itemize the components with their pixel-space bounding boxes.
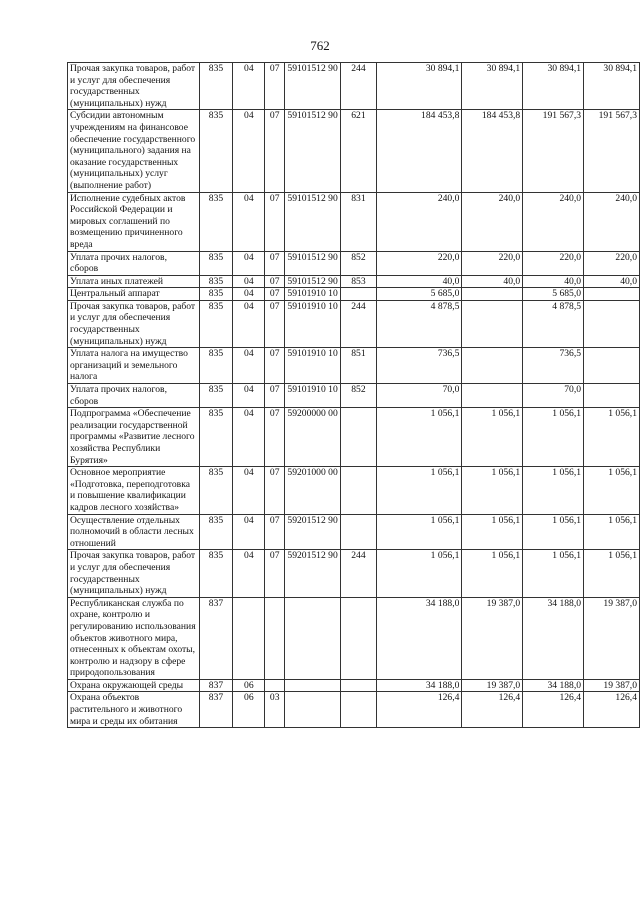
- amount-col-1: 220,0: [376, 251, 462, 275]
- amount-col-4: 1 056,1: [584, 467, 640, 514]
- target-article-code: 59101910 10: [285, 300, 341, 347]
- amount-col-4: 19 387,0: [584, 679, 640, 692]
- target-article-code: 59101910 10: [285, 348, 341, 384]
- grbs-code: 835: [199, 288, 233, 301]
- table-row: [68, 192, 640, 251]
- target-article-code: 59200000 00: [285, 408, 341, 467]
- grbs-code: 835: [199, 467, 233, 514]
- amount-col-2: 40,0: [462, 275, 523, 288]
- row-name: Уплата прочих налогов, сборов: [68, 384, 200, 408]
- amount-col-3: 240,0: [523, 192, 584, 251]
- amount-col-1: 4 878,5: [376, 300, 462, 347]
- grbs-code: 835: [199, 300, 233, 347]
- amount-col-1: 184 453,8: [376, 110, 462, 192]
- row-name: Подпрограмма «Обеспечение реализации государственной программы «Развитие лесного хозяйства Республики Бурятия»: [68, 408, 200, 467]
- table-row: [68, 408, 640, 467]
- row-name: Осуществление отдельных полномочий в области лесных отношений: [68, 514, 200, 550]
- section-code: 06: [233, 679, 265, 692]
- section-code: 06: [233, 692, 265, 728]
- subsection-code: 07: [265, 275, 285, 288]
- amount-col-3: 1 056,1: [523, 467, 584, 514]
- row-name: Субсидии автономным учреждениям на финансовое обеспечение государственного (муниципального) задания на оказание государственных (муниципальных) услуг (выполнение работ): [68, 110, 200, 192]
- section-code: 04: [233, 467, 265, 514]
- subsection-code: [265, 679, 285, 692]
- table-row: [68, 679, 640, 692]
- section-code: 04: [233, 288, 265, 301]
- amount-col-2: [462, 300, 523, 347]
- target-article-code: 59101910 10: [285, 384, 341, 408]
- grbs-code: 835: [199, 550, 233, 597]
- table-row: [68, 251, 640, 275]
- page-number: 762: [310, 38, 330, 53]
- subsection-code: 07: [265, 288, 285, 301]
- amount-col-2: [462, 384, 523, 408]
- amount-col-3: 5 685,0: [523, 288, 584, 301]
- expense-type-code: 852: [341, 251, 377, 275]
- budget-table-body: [68, 63, 640, 728]
- grbs-code: 835: [199, 63, 233, 110]
- amount-col-1: 1 056,1: [376, 408, 462, 467]
- amount-col-4: [584, 288, 640, 301]
- grbs-code: 835: [199, 275, 233, 288]
- target-article-code: 59101512 90: [285, 63, 341, 110]
- amount-col-4: 126,4: [584, 692, 640, 728]
- amount-col-4: 1 056,1: [584, 408, 640, 467]
- amount-col-3: 191 567,3: [523, 110, 584, 192]
- subsection-code: 07: [265, 192, 285, 251]
- grbs-code: 835: [199, 514, 233, 550]
- row-name: Прочая закупка товаров, работ и услуг для обеспечения государственных (муниципальных) нужд: [68, 550, 200, 597]
- section-code: 04: [233, 300, 265, 347]
- amount-col-3: 1 056,1: [523, 408, 584, 467]
- amount-col-4: [584, 348, 640, 384]
- target-article-code: 59101910 10: [285, 288, 341, 301]
- subsection-code: 07: [265, 467, 285, 514]
- subsection-code: 07: [265, 384, 285, 408]
- table-row: [68, 348, 640, 384]
- amount-col-3: 220,0: [523, 251, 584, 275]
- target-article-code: 59201000 00: [285, 467, 341, 514]
- subsection-code: 03: [265, 692, 285, 728]
- amount-col-2: 1 056,1: [462, 514, 523, 550]
- expense-type-code: [341, 692, 377, 728]
- amount-col-4: [584, 384, 640, 408]
- amount-col-2: 30 894,1: [462, 63, 523, 110]
- expense-type-code: 852: [341, 384, 377, 408]
- expense-type-code: 621: [341, 110, 377, 192]
- section-code: 04: [233, 550, 265, 597]
- amount-col-1: 40,0: [376, 275, 462, 288]
- row-name: Охрана окружающей среды: [68, 679, 200, 692]
- amount-col-2: 19 387,0: [462, 679, 523, 692]
- expense-type-code: [341, 467, 377, 514]
- grbs-code: 835: [199, 192, 233, 251]
- section-code: 04: [233, 192, 265, 251]
- section-code: 04: [233, 514, 265, 550]
- target-article-code: [285, 692, 341, 728]
- grbs-code: 835: [199, 110, 233, 192]
- amount-col-1: 30 894,1: [376, 63, 462, 110]
- amount-col-1: 1 056,1: [376, 514, 462, 550]
- amount-col-3: 70,0: [523, 384, 584, 408]
- row-name: Уплата иных платежей: [68, 275, 200, 288]
- expense-type-code: [341, 597, 377, 679]
- amount-col-4: [584, 300, 640, 347]
- expense-type-code: [341, 288, 377, 301]
- subsection-code: 07: [265, 110, 285, 192]
- subsection-code: 07: [265, 514, 285, 550]
- expense-type-code: [341, 408, 377, 467]
- subsection-code: 07: [265, 408, 285, 467]
- row-name: Уплата прочих налогов, сборов: [68, 251, 200, 275]
- amount-col-3: 40,0: [523, 275, 584, 288]
- grbs-code: 837: [199, 597, 233, 679]
- expense-type-code: [341, 679, 377, 692]
- amount-col-2: 220,0: [462, 251, 523, 275]
- amount-col-4: 30 894,1: [584, 63, 640, 110]
- table-row: [68, 110, 640, 192]
- table-row: [68, 467, 640, 514]
- row-name: Охрана объектов растительного и животного мира и среды их обитания: [68, 692, 200, 728]
- section-code: 04: [233, 384, 265, 408]
- amount-col-4: 240,0: [584, 192, 640, 251]
- amount-col-4: 220,0: [584, 251, 640, 275]
- section-code: 04: [233, 275, 265, 288]
- target-article-code: 59101512 90: [285, 110, 341, 192]
- target-article-code: 59201512 90: [285, 514, 341, 550]
- amount-col-2: 240,0: [462, 192, 523, 251]
- amount-col-2: 184 453,8: [462, 110, 523, 192]
- table-row: [68, 692, 640, 728]
- amount-col-3: 736,5: [523, 348, 584, 384]
- subsection-code: 07: [265, 251, 285, 275]
- subsection-code: [265, 597, 285, 679]
- expense-type-code: 244: [341, 550, 377, 597]
- amount-col-3: 126,4: [523, 692, 584, 728]
- amount-col-3: 34 188,0: [523, 679, 584, 692]
- amount-col-1: 736,5: [376, 348, 462, 384]
- table-row: [68, 288, 640, 301]
- row-name: Основное мероприятие «Подготовка, переподготовка и повышение квалификации кадров лесного хозяйства»: [68, 467, 200, 514]
- subsection-code: 07: [265, 550, 285, 597]
- target-article-code: 59201512 90: [285, 550, 341, 597]
- amount-col-1: 1 056,1: [376, 550, 462, 597]
- section-code: 04: [233, 348, 265, 384]
- amount-col-3: 30 894,1: [523, 63, 584, 110]
- amount-col-1: 5 685,0: [376, 288, 462, 301]
- table-row: [68, 300, 640, 347]
- grbs-code: 837: [199, 692, 233, 728]
- table-row: [68, 63, 640, 110]
- section-code: 04: [233, 63, 265, 110]
- section-code: 04: [233, 408, 265, 467]
- amount-col-2: [462, 348, 523, 384]
- amount-col-1: 70,0: [376, 384, 462, 408]
- amount-col-4: 19 387,0: [584, 597, 640, 679]
- amount-col-4: 1 056,1: [584, 550, 640, 597]
- row-name: Центральный аппарат: [68, 288, 200, 301]
- table-row: [68, 275, 640, 288]
- subsection-code: 07: [265, 348, 285, 384]
- target-article-code: 59101512 90: [285, 192, 341, 251]
- grbs-code: 837: [199, 679, 233, 692]
- amount-col-1: 126,4: [376, 692, 462, 728]
- amount-col-1: 240,0: [376, 192, 462, 251]
- amount-col-3: 1 056,1: [523, 514, 584, 550]
- section-code: 04: [233, 251, 265, 275]
- subsection-code: 07: [265, 300, 285, 347]
- expense-type-code: 244: [341, 63, 377, 110]
- expense-type-code: 244: [341, 300, 377, 347]
- row-name: Уплата налога на имущество организаций и земельного налога: [68, 348, 200, 384]
- section-code: [233, 597, 265, 679]
- row-name: Исполнение судебных актов Российской Федерации и мировых соглашений по возмещению причиненного вреда: [68, 192, 200, 251]
- target-article-code: 59101512 90: [285, 251, 341, 275]
- table-row: [68, 597, 640, 679]
- amount-col-2: 1 056,1: [462, 550, 523, 597]
- amount-col-1: 34 188,0: [376, 597, 462, 679]
- amount-col-4: 40,0: [584, 275, 640, 288]
- expense-type-code: 831: [341, 192, 377, 251]
- expense-type-code: 853: [341, 275, 377, 288]
- amount-col-2: 19 387,0: [462, 597, 523, 679]
- expense-type-code: 851: [341, 348, 377, 384]
- subsection-code: 07: [265, 63, 285, 110]
- target-article-code: [285, 679, 341, 692]
- target-article-code: 59101512 90: [285, 275, 341, 288]
- table-row: [68, 550, 640, 597]
- amount-col-2: [462, 288, 523, 301]
- expense-type-code: [341, 514, 377, 550]
- amount-col-2: 1 056,1: [462, 467, 523, 514]
- grbs-code: 835: [199, 384, 233, 408]
- grbs-code: 835: [199, 251, 233, 275]
- amount-col-3: 4 878,5: [523, 300, 584, 347]
- row-name: Прочая закупка товаров, работ и услуг для обеспечения государственных (муниципальных) нужд: [68, 300, 200, 347]
- amount-col-1: 34 188,0: [376, 679, 462, 692]
- amount-col-4: 191 567,3: [584, 110, 640, 192]
- row-name: Республиканская служба по охране, контролю и регулированию использования объектов животного мира, отнесенных к объектам охоты, контролю и надзору в сфере природопользования: [68, 597, 200, 679]
- grbs-code: 835: [199, 348, 233, 384]
- row-name: Прочая закупка товаров, работ и услуг для обеспечения государственных (муниципальных) нужд: [68, 63, 200, 110]
- section-code: 04: [233, 110, 265, 192]
- budget-table: [67, 62, 640, 728]
- grbs-code: 835: [199, 408, 233, 467]
- amount-col-3: 1 056,1: [523, 550, 584, 597]
- table-row: [68, 514, 640, 550]
- amount-col-2: 126,4: [462, 692, 523, 728]
- table-row: [68, 384, 640, 408]
- amount-col-4: 1 056,1: [584, 514, 640, 550]
- amount-col-1: 1 056,1: [376, 467, 462, 514]
- target-article-code: [285, 597, 341, 679]
- amount-col-3: 34 188,0: [523, 597, 584, 679]
- amount-col-2: 1 056,1: [462, 408, 523, 467]
